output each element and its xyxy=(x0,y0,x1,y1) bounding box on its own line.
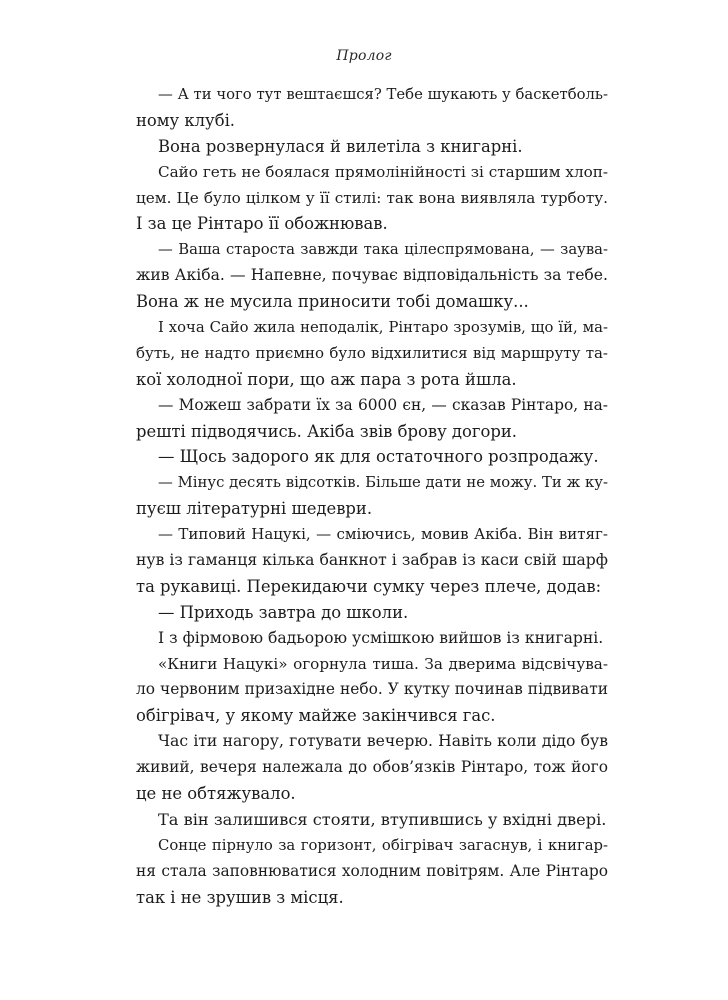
text-line: Вона розвернулася й вилетіла з книгарні. xyxy=(158,136,523,156)
text-line: — Мінус десять відсотків. Більше дати не можу. Ти ж ку- xyxy=(158,474,608,492)
text-line: обігрівач, у якому майже закінчився гас. xyxy=(136,706,496,726)
text-line: І за це Рінтаро її обожнював. xyxy=(136,214,388,234)
text-line: живий, вечеря належала до обов’язків Рінтаро, тож його xyxy=(136,758,608,777)
text-line: цем. Це було цілком у її стилі: так вона виявляла турботу. xyxy=(136,188,608,207)
text-line: — Типовий Нацукі, — сміючись, мовив Акіба. Він витяг- xyxy=(158,525,608,544)
text-line: та рукавиці. Перекидаючи сумку через плече, додав: xyxy=(136,576,602,596)
text-line: — Можеш забрати їх за 6000 єн, — сказав Рінтаро, на- xyxy=(158,395,608,414)
text-line: кої холодної пори, що аж пара з рота йшла. xyxy=(136,369,517,389)
text-line: буть, не надто приємно було відхилитися від маршруту та- xyxy=(136,343,608,362)
text-line: пуєш літературні шедеври. xyxy=(136,499,373,519)
text-line: — Щось задорого як для остаточного розпродажу. xyxy=(158,447,599,467)
text-line: — Приходь завтра до школи. xyxy=(158,602,409,622)
text-line: Сайо геть не боялася прямолінійності зі старшим хлоп- xyxy=(158,162,608,181)
text-line: це не обтяжувало. xyxy=(136,784,296,804)
text-line: нув із гаманця кілька банкнот і забрав із каси свій шарф xyxy=(136,551,608,570)
text-line: — А ти чого тут вештаєшся? Тебе шукають у баскетболь- xyxy=(158,86,608,103)
text-line: Вона ж не мусила приносити тобі домашку... xyxy=(136,292,529,312)
text-line: Та він залишився стояти, втупившись у вхідні двері. xyxy=(158,809,607,829)
text-line: Час іти нагору, готувати вечерю. Навіть коли дідо був xyxy=(158,732,608,751)
text-line: «Книги Нацукі» огорнула тиша. За дверима відсвічува- xyxy=(158,654,608,673)
text-line: ному клубі. xyxy=(136,110,236,130)
text-line: І хоча Сайо жила неподалік, Рінтаро зрозумів, що їй, ма- xyxy=(158,319,608,337)
running-head: Пролог xyxy=(336,48,392,64)
text-line: І з фірмовою бадьорою усмішкою вийшов із книгарні. xyxy=(158,628,604,647)
text-line: — Ваша староста завжди така цілеспрямована, — заува- xyxy=(158,241,608,259)
text-line: ня стала заповнюватися холодним повітрям. Але Рінтаро xyxy=(136,861,608,880)
body-text xyxy=(136,82,608,911)
text-line: решті підводячись. Акіба звів брову догори. xyxy=(136,421,517,441)
text-line: ло червоним призахідне небо. У кутку починав підвивати xyxy=(136,680,608,699)
text-line: так і не зрушив з місця. xyxy=(136,887,344,907)
text-line: жив Акіба. — Напевне, почуває відповідальність за тебе. xyxy=(136,266,608,285)
text-line: Сонце пірнуло за горизонт, обігрівач загаснув, і книгар- xyxy=(158,836,608,854)
